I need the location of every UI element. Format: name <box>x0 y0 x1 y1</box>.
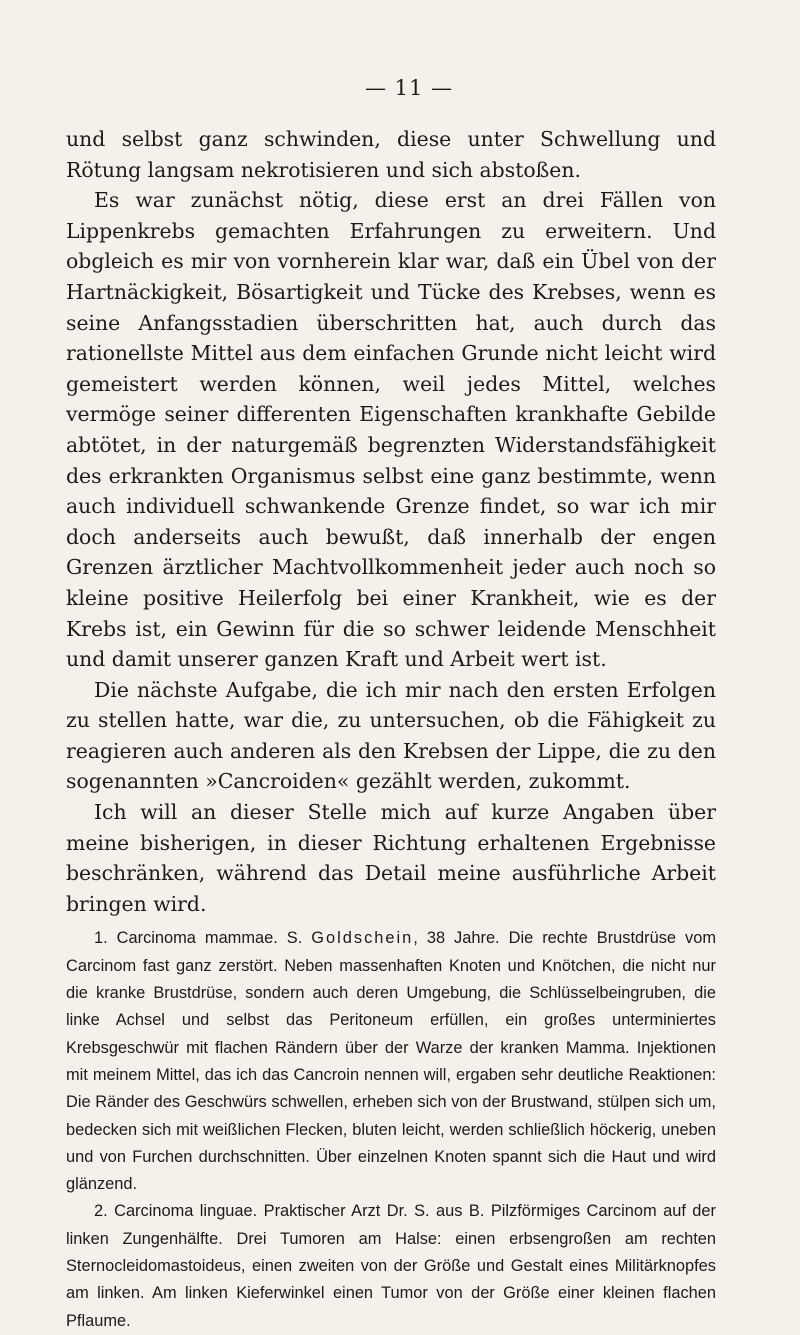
paragraph-lip-cancer-experience: Es war zunächst nötig, diese erst an drei Fällen von Lippenkrebs gemachten Erfahrungen zu erweitern. Und obgleich es mir von vornherein klar war, daß ein Übel von der Hartnäckigkeit, Bösartigkeit und Tücke des Krebses, wenn es seine Anfangsstadien überschritten hat, auch durch das rationellste Mittel aus dem einfachen Grunde nicht leicht wird gemeistert werden können, weil jedes Mittel, welches vermöge seiner differenten Eigenschaften krankhafte Gebilde abtötet, in der naturgemäß begrenzten Widerstandsfähigkeit des erkrankten Organismus selbst eine ganz bestimmte, wenn auch individuell schwankende Grenze findet, so war ich mir doch anderseits auch bewußt, daß innerhalb der engen Grenzen ärztlicher Machtvollkommenheit jeder auch noch so kleine positive Heilerfolg bei einer Krankheit, wie es der Krebs ist, ein Gewinn für die so schwer leidende Menschheit und damit unserer ganzen Kraft und Arbeit wert ist. <box>66 188 716 672</box>
case-1-patient-name: Goldschein <box>311 929 414 948</box>
case-report-1 <box>66 925 716 1198</box>
paragraph-next-task: Die nächste Aufgabe, die ich mir nach den ersten Erfolgen zu stellen hatte, war die, zu untersuchen, ob die Fähigkeit zu reagieren auch anderen als den Krebsen der Lippe, die zu den sogenannten »Cancroiden« gezählt werden, zukommt. <box>66 677 716 794</box>
paragraph-results-intro: Ich will an dieser Stelle mich auf kurze Angaben über meine bisherigen, in dieser Richtung erhaltenen Ergebnisse beschränken, während das Detail meine ausführliche Arbeit bringen wird. <box>66 800 716 916</box>
page-number: — 11 — <box>364 76 454 100</box>
case-report-2 <box>66 1198 716 1334</box>
case-1-lead: 1. Carcinoma mammae. S. <box>94 929 303 948</box>
paragraph-continuation: und selbst ganz schwinden, diese unter Schwellung und Rötung langsam nekrotisieren und sich abstoßen. <box>66 127 716 182</box>
case-2-text: 2. Carcinoma linguae. Praktischer Arzt Dr. S. aus B. Pilzförmiges Carcinom auf der linken Zungenhälfte. Drei Tumoren am Halse: einen erbsengroßen am rechten Sternocleidomastoideus, einen zweiten von der Größe und Gestalt eines Militärknopfes am linken. Am linken Kieferwinkel einen Tumor von der Größe einer kleinen flachen Pflaume. <box>66 1202 716 1330</box>
case-1-text: , 38 Jahre. Die rechte Brustdrüse vom Carcinom fast ganz zerstört. Neben massenhaften Knoten und Knötchen, die nicht nur die kranke Brustdrüse, sondern auch deren Umgebung, die Schlüsselbeingruben, die linke Achsel und selbst das Peritoneum erfüllen, ein großes unterminiertes Krebsgeschwür mit flachen Rändern über der Warze der kranken Mamma. Injektionen mit meinem Mittel, das ich das Cancroin nennen will, ergaben sehr deutliche Reaktionen: Die Ränder des Geschwürs schwellen, erheben sich von der Brustwand, stülpen sich um, bedecken sich mit weißlichen Flecken, bluten leicht, werden schließlich höckerig, uneben und von Furchen durchschnitten. Über einzelnen Knoten spannt sich die Haut und wird glänzend. <box>66 929 716 1194</box>
document-page <box>66 76 716 1335</box>
case-reports <box>66 925 716 1334</box>
